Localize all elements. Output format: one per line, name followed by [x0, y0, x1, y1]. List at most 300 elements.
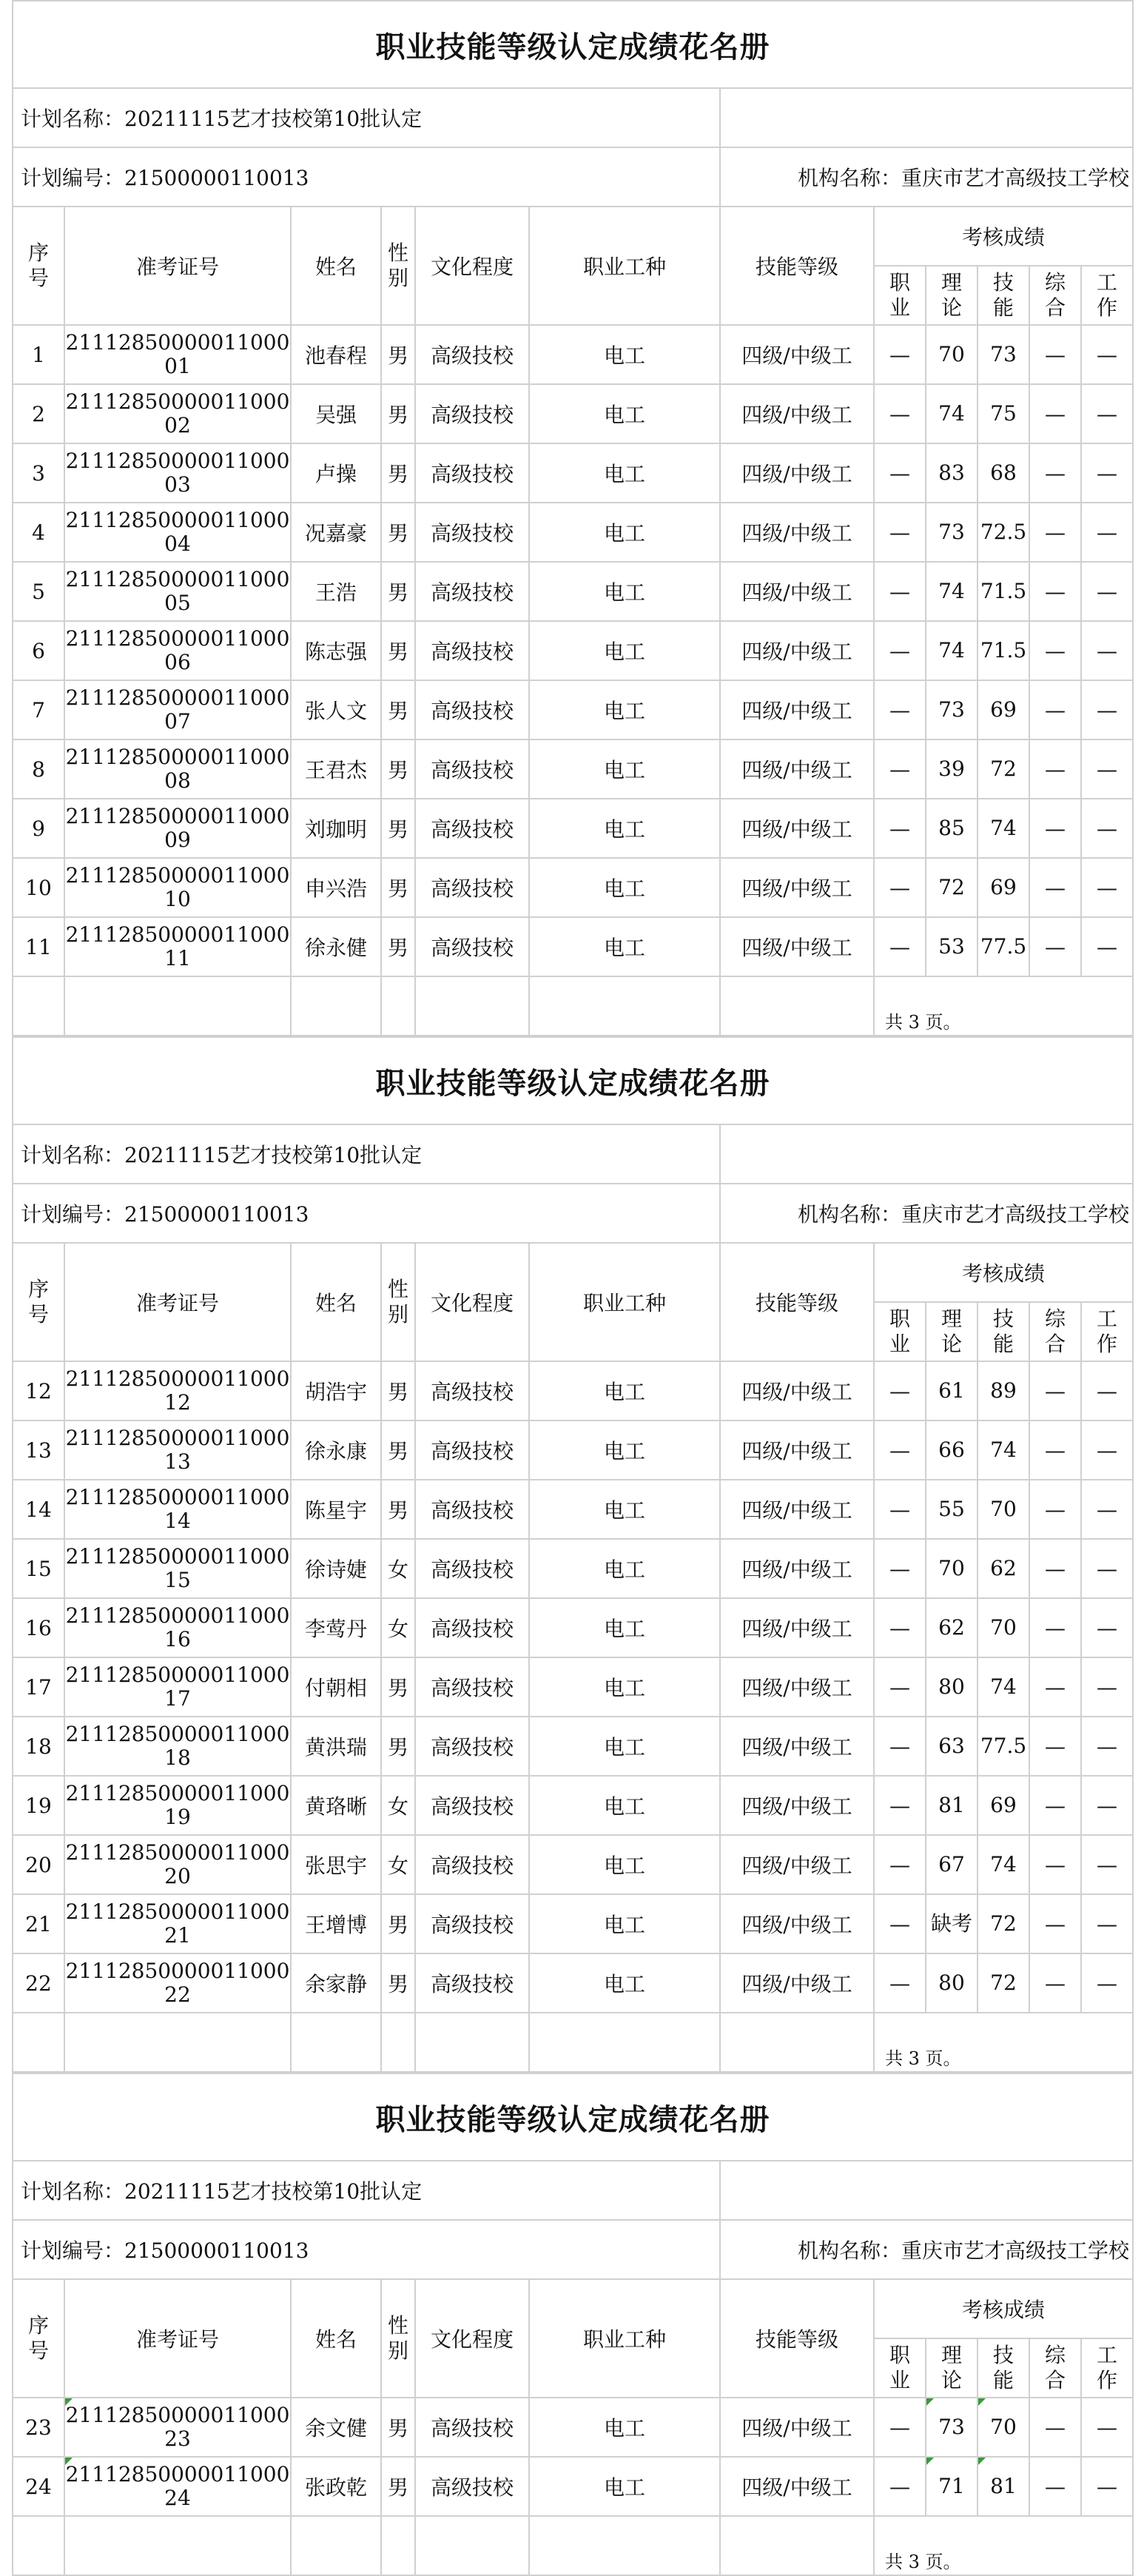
cell-occupation: 电工: [529, 1657, 720, 1717]
cell-name: 胡浩宇: [291, 1361, 381, 1421]
table-row: [13, 858, 1133, 917]
header-ticket: 准考证号: [64, 1243, 291, 1361]
cell-name: 黄珞晰: [291, 1776, 381, 1835]
cell-education: 高级技校: [415, 621, 529, 680]
cell-score-occupation: —: [874, 2457, 926, 2516]
cell-education: 高级技校: [415, 1835, 529, 1894]
header-score-skill: 技 能: [978, 266, 1029, 325]
header-gender: 性 别: [381, 207, 415, 325]
cell-score-comprehensive: —: [1029, 1953, 1081, 2013]
table-row: [13, 1480, 1133, 1539]
header-score-occupation: 职 业: [874, 266, 926, 325]
cell-education: 高级技校: [415, 1894, 529, 1953]
footer-blank: [415, 976, 529, 1036]
cell-gender: 男: [381, 384, 415, 443]
cell-ticket: 2111285000001100004: [64, 503, 291, 562]
header-score-theory: 理 论: [926, 266, 978, 325]
table-row: [13, 1598, 1133, 1657]
table-row: [13, 384, 1133, 443]
cell-occupation: 电工: [529, 621, 720, 680]
cell-name: 徐永康: [291, 1421, 381, 1480]
cell-seq: 8: [13, 739, 64, 799]
cell-ticket: 2111285000001100010: [64, 858, 291, 917]
cell-score-occupation: —: [874, 443, 926, 503]
cell-level: 四级/中级工: [720, 799, 874, 858]
cell-ticket: 2111285000001100015: [64, 1539, 291, 1598]
cell-score-skill: 72: [978, 739, 1029, 799]
cell-level: 四级/中级工: [720, 858, 874, 917]
cell-score-skill: 74: [978, 1421, 1029, 1480]
cell-score-skill: 72: [978, 1953, 1029, 2013]
cell-level: 四级/中级工: [720, 562, 874, 621]
cell-education: 高级技校: [415, 1953, 529, 2013]
cell-level: 四级/中级工: [720, 680, 874, 739]
cell-occupation: 电工: [529, 1953, 720, 2013]
header-name: 姓名: [291, 207, 381, 325]
cell-name: 付朝相: [291, 1657, 381, 1717]
cell-seq: 2: [13, 384, 64, 443]
cell-score-comprehensive: —: [1029, 1657, 1081, 1717]
cell-score-theory: 74: [926, 384, 978, 443]
footer-blank: [381, 976, 415, 1036]
cell-gender: 男: [381, 1717, 415, 1776]
cell-score-occupation: —: [874, 858, 926, 917]
page-count: [874, 2013, 1133, 2072]
header-occupation: 职业工种: [529, 207, 720, 325]
cell-seq: 10: [13, 858, 64, 917]
cell-level: 四级/中级工: [720, 1835, 874, 1894]
cell-level: 四级/中级工: [720, 2457, 874, 2516]
cell-level: 四级/中级工: [720, 1953, 874, 2013]
cell-score-work: —: [1081, 858, 1133, 917]
footer-blank: [13, 2516, 64, 2575]
page-title: 职业技能等级认定成绩花名册: [13, 1, 1133, 88]
cell-score-work: —: [1081, 1361, 1133, 1421]
cell-score-comprehensive: —: [1029, 1776, 1081, 1835]
cell-gender: 女: [381, 1835, 415, 1894]
page-count-text: 共 3 页。: [885, 2048, 961, 2069]
cell-score-skill: 74: [978, 799, 1029, 858]
cell-score-occupation: —: [874, 384, 926, 443]
cell-score-comprehensive: —: [1029, 503, 1081, 562]
cell-score-theory: 72: [926, 858, 978, 917]
cell-gender: 男: [381, 1421, 415, 1480]
cell-score-skill: 70: [978, 1598, 1029, 1657]
cell-score-occupation: —: [874, 739, 926, 799]
cell-ticket: 2111285000001100017: [64, 1657, 291, 1717]
cell-score-occupation: —: [874, 562, 926, 621]
cell-gender: 男: [381, 1657, 415, 1717]
cell-name: 徐诗婕: [291, 1539, 381, 1598]
cell-score-skill: 72: [978, 1894, 1029, 1953]
cell-score-occupation: —: [874, 1421, 926, 1480]
cell-score-work: —: [1081, 503, 1133, 562]
cell-score-comprehensive: —: [1029, 2457, 1081, 2516]
cell-score-theory: 67: [926, 1835, 978, 1894]
cell-name: 陈星宇: [291, 1480, 381, 1539]
cell-occupation: 电工: [529, 2398, 720, 2457]
plan-name: 计划名称：20211115艺才技校第10批认定: [13, 2161, 720, 2220]
roster-page: [12, 1036, 1132, 2073]
cell-ticket: 2111285000001100002: [64, 384, 291, 443]
cell-score-work: —: [1081, 1421, 1133, 1480]
table-row: [13, 443, 1133, 503]
cell-occupation: 电工: [529, 799, 720, 858]
footer-blank: [720, 2013, 874, 2072]
footer-blank: [415, 2516, 529, 2575]
footer-blank: [415, 2013, 529, 2072]
cell-gender: 男: [381, 1894, 415, 1953]
cell-gender: 男: [381, 1361, 415, 1421]
cell-seq: 1: [13, 325, 64, 384]
plan-name-blank: [720, 88, 1133, 147]
cell-occupation: 电工: [529, 1894, 720, 1953]
table-row: [13, 680, 1133, 739]
footer-blank: [529, 2516, 720, 2575]
cell-level: 四级/中级工: [720, 1421, 874, 1480]
cell-occupation: 电工: [529, 1835, 720, 1894]
cell-name: 申兴浩: [291, 858, 381, 917]
cell-seq: 3: [13, 443, 64, 503]
cell-name: 余文健: [291, 2398, 381, 2457]
cell-score-comprehensive: —: [1029, 443, 1081, 503]
footer-blank: [64, 2516, 291, 2575]
cell-occupation: 电工: [529, 1421, 720, 1480]
cell-education: 高级技校: [415, 1421, 529, 1480]
cell-gender: 男: [381, 2398, 415, 2457]
cell-name: 况嘉豪: [291, 503, 381, 562]
cell-score-occupation: —: [874, 1776, 926, 1835]
cell-score-work: —: [1081, 1539, 1133, 1598]
cell-score-occupation: —: [874, 1657, 926, 1717]
cell-score-work: —: [1081, 2398, 1133, 2457]
footer-blank: [720, 2516, 874, 2575]
cell-score-comprehensive: —: [1029, 917, 1081, 976]
cell-gender: 男: [381, 562, 415, 621]
cell-level: 四级/中级工: [720, 739, 874, 799]
header-seq: 序 号: [13, 207, 64, 325]
cell-education: 高级技校: [415, 1598, 529, 1657]
cell-name: 王君杰: [291, 739, 381, 799]
cell-score-occupation: —: [874, 325, 926, 384]
cell-seq: 7: [13, 680, 64, 739]
header-ticket: 准考证号: [64, 2279, 291, 2398]
footer-blank: [720, 976, 874, 1036]
cell-name: 王增博: [291, 1894, 381, 1953]
cell-level: 四级/中级工: [720, 503, 874, 562]
table-row: [13, 1776, 1133, 1835]
cell-score-theory: 53: [926, 917, 978, 976]
cell-occupation: 电工: [529, 325, 720, 384]
cell-score-occupation: —: [874, 621, 926, 680]
cell-score-work: —: [1081, 917, 1133, 976]
cell-seq: 4: [13, 503, 64, 562]
cell-score-comprehensive: —: [1029, 1480, 1081, 1539]
table-row: [13, 739, 1133, 799]
header-level: 技能等级: [720, 1243, 874, 1361]
cell-seq: 12: [13, 1361, 64, 1421]
cell-education: 高级技校: [415, 503, 529, 562]
cell-occupation: 电工: [529, 858, 720, 917]
header-score-work: 工 作: [1081, 266, 1133, 325]
cell-education: 高级技校: [415, 443, 529, 503]
cell-score-theory: 80: [926, 1657, 978, 1717]
cell-occupation: 电工: [529, 1717, 720, 1776]
cell-score-skill: 70: [978, 2398, 1029, 2457]
cell-occupation: 电工: [529, 1598, 720, 1657]
cell-gender: 女: [381, 1776, 415, 1835]
cell-score-work: —: [1081, 443, 1133, 503]
cell-seq: 21: [13, 1894, 64, 1953]
cell-ticket: 2111285000001100008: [64, 739, 291, 799]
cell-score-work: —: [1081, 384, 1133, 443]
header-score-work: 工 作: [1081, 2338, 1133, 2398]
cell-seq: 11: [13, 917, 64, 976]
cell-score-occupation: —: [874, 1953, 926, 2013]
cell-occupation: 电工: [529, 562, 720, 621]
cell-score-work: —: [1081, 1717, 1133, 1776]
cell-score-work: —: [1081, 1953, 1133, 2013]
cell-occupation: 电工: [529, 680, 720, 739]
cell-occupation: 电工: [529, 443, 720, 503]
cell-score-work: —: [1081, 1776, 1133, 1835]
cell-score-theory: 73: [926, 680, 978, 739]
org-name: 机构名称：重庆市艺才高级技工学校: [720, 1184, 1133, 1243]
cell-score-comprehensive: —: [1029, 2398, 1081, 2457]
header-scores-group: 考核成绩: [874, 1243, 1133, 1302]
cell-name: 吴强: [291, 384, 381, 443]
cell-gender: 男: [381, 2457, 415, 2516]
cell-score-work: —: [1081, 325, 1133, 384]
cell-occupation: 电工: [529, 739, 720, 799]
cell-seq: 17: [13, 1657, 64, 1717]
cell-level: 四级/中级工: [720, 917, 874, 976]
cell-seq: 6: [13, 621, 64, 680]
cell-score-occupation: —: [874, 1539, 926, 1598]
cell-score-comprehensive: —: [1029, 325, 1081, 384]
table-row: [13, 2398, 1133, 2457]
table-row: [13, 1657, 1133, 1717]
header-name: 姓名: [291, 1243, 381, 1361]
cell-education: 高级技校: [415, 858, 529, 917]
cell-score-theory: 83: [926, 443, 978, 503]
cell-ticket: 2111285000001100023: [64, 2398, 291, 2457]
cell-score-skill: 74: [978, 1657, 1029, 1717]
cell-level: 四级/中级工: [720, 1894, 874, 1953]
cell-education: 高级技校: [415, 799, 529, 858]
cell-score-comprehensive: —: [1029, 384, 1081, 443]
header-seq: 序 号: [13, 1243, 64, 1361]
cell-score-work: —: [1081, 621, 1133, 680]
cell-score-skill: 72.5: [978, 503, 1029, 562]
cell-score-occupation: —: [874, 1361, 926, 1421]
page-count-text: 共 3 页。: [885, 2552, 961, 2572]
header-level: 技能等级: [720, 207, 874, 325]
header-education: 文化程度: [415, 1243, 529, 1361]
table-row: [13, 1835, 1133, 1894]
cell-ticket: 2111285000001100011: [64, 917, 291, 976]
cell-seq: 13: [13, 1421, 64, 1480]
cell-seq: 22: [13, 1953, 64, 2013]
cell-level: 四级/中级工: [720, 1717, 874, 1776]
cell-score-skill: 69: [978, 1776, 1029, 1835]
cell-score-work: —: [1081, 739, 1133, 799]
cell-level: 四级/中级工: [720, 1776, 874, 1835]
cell-level: 四级/中级工: [720, 1539, 874, 1598]
cell-score-work: —: [1081, 799, 1133, 858]
cell-ticket: 2111285000001100006: [64, 621, 291, 680]
table-row: [13, 325, 1133, 384]
cell-ticket: 2111285000001100001: [64, 325, 291, 384]
header-score-comprehensive: 综 合: [1029, 1302, 1081, 1361]
cell-seq: 20: [13, 1835, 64, 1894]
cell-score-comprehensive: —: [1029, 621, 1081, 680]
cell-education: 高级技校: [415, 917, 529, 976]
table-row: [13, 1717, 1133, 1776]
page-title: 职业技能等级认定成绩花名册: [13, 1037, 1133, 1124]
header-score-theory: 理 论: [926, 2338, 978, 2398]
cell-score-comprehensive: —: [1029, 1598, 1081, 1657]
cell-score-occupation: —: [874, 917, 926, 976]
org-name: 机构名称：重庆市艺才高级技工学校: [720, 147, 1133, 207]
plan-name: 计划名称：20211115艺才技校第10批认定: [13, 1124, 720, 1184]
cell-gender: 女: [381, 1598, 415, 1657]
cell-ticket: 2111285000001100020: [64, 1835, 291, 1894]
footer-blank: [13, 976, 64, 1036]
plan-code: 计划编号：21500000110013: [13, 147, 720, 207]
cell-score-comprehensive: —: [1029, 739, 1081, 799]
org-name: 机构名称：重庆市艺才高级技工学校: [720, 2220, 1133, 2279]
cell-score-work: —: [1081, 1657, 1133, 1717]
cell-score-skill: 77.5: [978, 917, 1029, 976]
cell-score-skill: 70: [978, 1480, 1029, 1539]
page-count: [874, 2516, 1133, 2575]
cell-score-skill: 73: [978, 325, 1029, 384]
cell-gender: 男: [381, 680, 415, 739]
cell-seq: 24: [13, 2457, 64, 2516]
table-row: [13, 1361, 1133, 1421]
cell-level: 四级/中级工: [720, 1480, 874, 1539]
header-score-comprehensive: 综 合: [1029, 2338, 1081, 2398]
cell-occupation: 电工: [529, 503, 720, 562]
cell-occupation: 电工: [529, 1539, 720, 1598]
cell-education: 高级技校: [415, 562, 529, 621]
table-row: [13, 1894, 1133, 1953]
header-score-occupation: 职 业: [874, 2338, 926, 2398]
cell-name: 陈志强: [291, 621, 381, 680]
cell-level: 四级/中级工: [720, 325, 874, 384]
cell-ticket: 2111285000001100019: [64, 1776, 291, 1835]
cell-name: 刘珈明: [291, 799, 381, 858]
cell-score-occupation: —: [874, 1598, 926, 1657]
cell-education: 高级技校: [415, 1480, 529, 1539]
cell-score-work: —: [1081, 680, 1133, 739]
footer-blank: [13, 2013, 64, 2072]
plan-name: 计划名称：20211115艺才技校第10批认定: [13, 88, 720, 147]
cell-name: 徐永健: [291, 917, 381, 976]
cell-seq: 16: [13, 1598, 64, 1657]
header-gender: 性 别: [381, 2279, 415, 2398]
table-row: [13, 503, 1133, 562]
cell-score-skill: 69: [978, 858, 1029, 917]
footer-blank: [529, 2013, 720, 2072]
cell-gender: 男: [381, 443, 415, 503]
cell-seq: 14: [13, 1480, 64, 1539]
cell-seq: 23: [13, 2398, 64, 2457]
header-score-skill: 技 能: [978, 1302, 1029, 1361]
cell-score-skill: 77.5: [978, 1717, 1029, 1776]
cell-education: 高级技校: [415, 325, 529, 384]
header-education: 文化程度: [415, 207, 529, 325]
page-count-text: 共 3 页。: [885, 1012, 961, 1033]
cell-score-occupation: —: [874, 2398, 926, 2457]
table-row: [13, 562, 1133, 621]
header-score-theory: 理 论: [926, 1302, 978, 1361]
page-count: [874, 976, 1133, 1036]
cell-ticket: 2111285000001100022: [64, 1953, 291, 2013]
page-title: 职业技能等级认定成绩花名册: [13, 2073, 1133, 2161]
cell-score-occupation: —: [874, 799, 926, 858]
header-score-occupation: 职 业: [874, 1302, 926, 1361]
header-name: 姓名: [291, 2279, 381, 2398]
cell-score-occupation: —: [874, 503, 926, 562]
cell-score-comprehensive: —: [1029, 680, 1081, 739]
cell-score-comprehensive: —: [1029, 1539, 1081, 1598]
cell-score-work: —: [1081, 1894, 1133, 1953]
header-score-work: 工 作: [1081, 1302, 1133, 1361]
header-occupation: 职业工种: [529, 1243, 720, 1361]
cell-ticket: 2111285000001100013: [64, 1421, 291, 1480]
cell-score-occupation: —: [874, 1835, 926, 1894]
roster-sheet: [12, 0, 1132, 2576]
cell-score-comprehensive: —: [1029, 1361, 1081, 1421]
cell-score-theory: 74: [926, 621, 978, 680]
cell-score-skill: 74: [978, 1835, 1029, 1894]
cell-gender: 男: [381, 1480, 415, 1539]
cell-score-comprehensive: —: [1029, 562, 1081, 621]
cell-occupation: 电工: [529, 917, 720, 976]
header-scores-group: 考核成绩: [874, 207, 1133, 266]
table-row: [13, 1539, 1133, 1598]
table-row: [13, 1421, 1133, 1480]
roster-page: [12, 2073, 1132, 2576]
cell-score-comprehensive: —: [1029, 858, 1081, 917]
cell-seq: 9: [13, 799, 64, 858]
cell-education: 高级技校: [415, 1717, 529, 1776]
table-row: [13, 2457, 1133, 2516]
footer-blank: [381, 2013, 415, 2072]
cell-score-occupation: —: [874, 680, 926, 739]
plan-name-blank: [720, 1124, 1133, 1184]
cell-ticket: 2111285000001100005: [64, 562, 291, 621]
cell-name: 余家静: [291, 1953, 381, 2013]
table-row: [13, 799, 1133, 858]
cell-occupation: 电工: [529, 1480, 720, 1539]
cell-seq: 19: [13, 1776, 64, 1835]
cell-score-theory: 73: [926, 503, 978, 562]
cell-ticket: 2111285000001100021: [64, 1894, 291, 1953]
cell-gender: 男: [381, 325, 415, 384]
cell-level: 四级/中级工: [720, 1657, 874, 1717]
cell-score-theory: 80: [926, 1953, 978, 2013]
roster-table: [12, 1036, 1134, 2073]
cell-education: 高级技校: [415, 384, 529, 443]
cell-occupation: 电工: [529, 384, 720, 443]
cell-score-theory: 62: [926, 1598, 978, 1657]
roster-table: [12, 2073, 1134, 2576]
header-education: 文化程度: [415, 2279, 529, 2398]
cell-name: 张人文: [291, 680, 381, 739]
